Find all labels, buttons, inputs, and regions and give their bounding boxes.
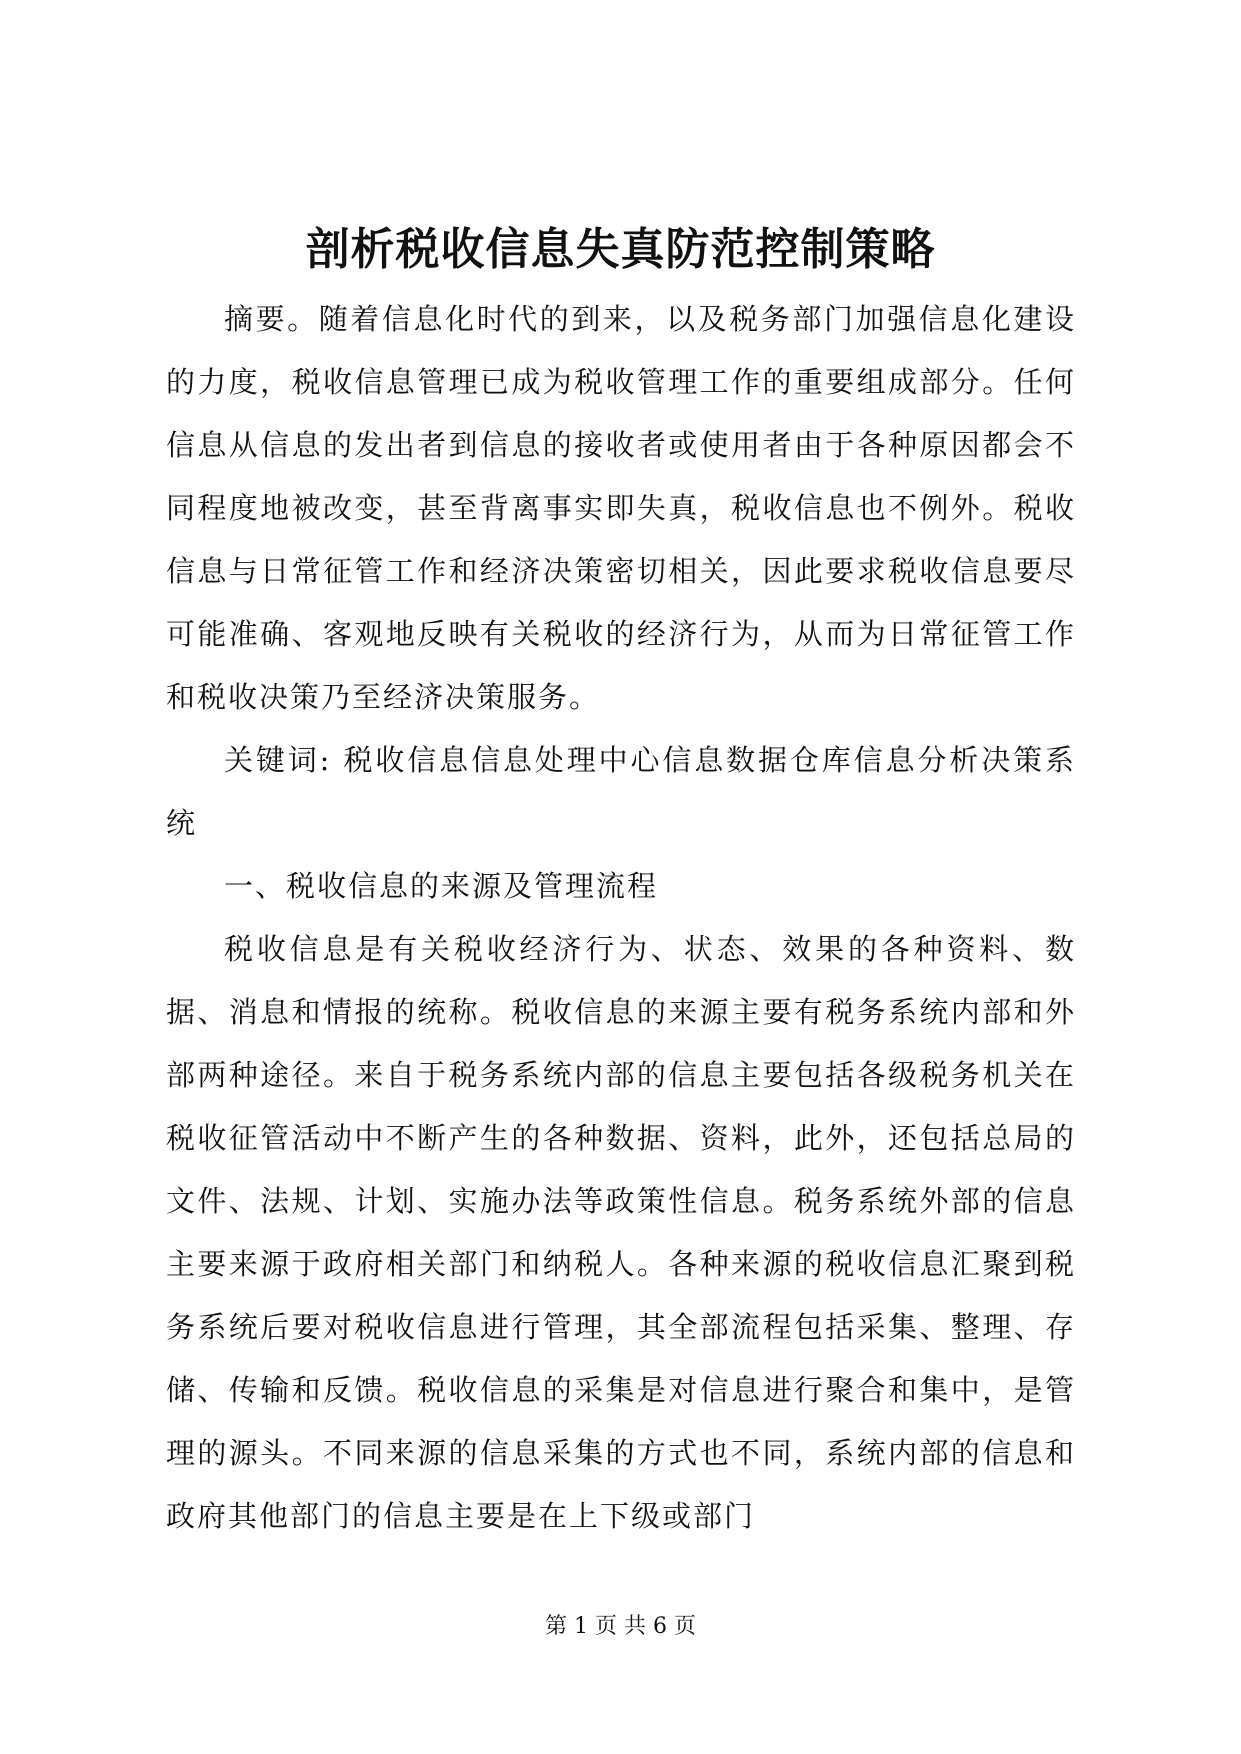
keywords-paragraph: 关键词: 税收信息信息处理中心信息数据仓库信息分析决策系统 [166,743,1076,840]
section-heading: 一、税收信息的来源及管理流程 [224,869,659,903]
page-footer: 第 1 页 共 6 页 [545,1614,696,1639]
body-paragraph: 税收信息是有关税收经济行为、状态、效果的各种资料、数据、消息和情报的统称。税收信息的来源主要有税务系统内部和外部两种途径。来自于税务系统内部的信息主要包括各级税务机关在税收征管活动中不断产生的各种数据、资料，此外，还包括总局的文件、法规、计划、实施办法等政策性信息。税务系统外部的信息主要来源于政府相关部门和纳税人。各种来源的税收信息汇聚到税务系统后要对税收信息进行管理，其全部流程包括采集、整理、存储、传输和反馈。税收信息的采集是对信息进行聚合和集中，是管理的源头。不同来源的信息采集的方式也不同，系统内部的信息和政府其他部门的信息主要是在上下级或部门 [166,932,1076,1533]
document-body [166,288,1076,1548]
document-title: 剖析税收信息失真防范控制策略 [305,224,936,275]
abstract-paragraph: 摘要。随着信息化时代的到来，以及税务部门加强信息化建设的力度，税收信息管理已成为税收管理工作的重要组成部分。任何信息从信息的发出者到信息的接收者或使用者由于各种原因都会不同程度地被改变，甚至背离事实即失真，税收信息也不例外。税收信息与日常征管工作和经济决策密切相关，因此要求税收信息要尽可能准确、客观地反映有关税收的经济行为，从而为日常征管工作和税收决策乃至经济决策服务。 [166,302,1076,714]
